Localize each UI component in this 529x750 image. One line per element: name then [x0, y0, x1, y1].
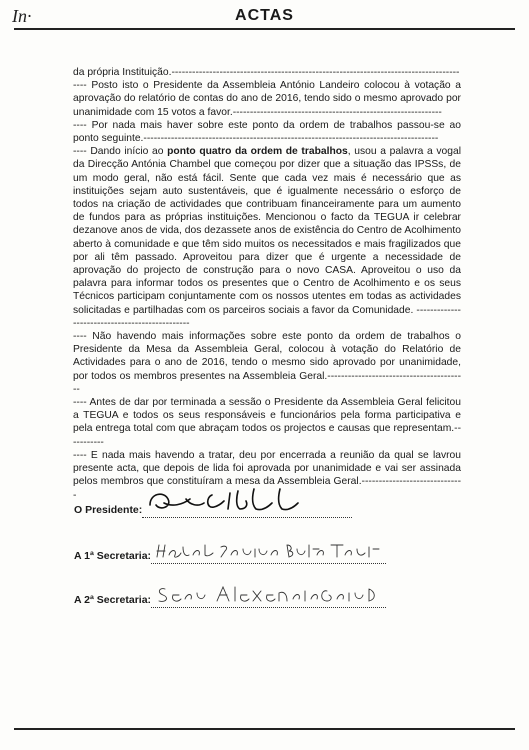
minutes-body [73, 66, 461, 502]
handwritten-signature-second-secretary [151, 581, 386, 607]
paragraph-next-point: ---- Por nada mais haver sobre este ponto da ordem de trabalhos passou-se ao ponto seguinte.-------------------------------------------------------------------------------------- [73, 119, 461, 145]
point-four-heading: ponto quatro da ordem de trabalhos [167, 146, 348, 158]
signature-line-second-secretary [151, 583, 386, 608]
paragraph-activities-vote: ---- Não havendo mais informações sobre este ponto da ordem de trabalhos o Presidente da Mesa da Assembleia Geral, colocou à votação do Relatório de Actividades para o ano de 2016, tendo o mesmo sido aprovado por unanimidade, por todos os membros presentes na Assembleia Geral.----------------------------------------- [73, 331, 461, 395]
handwritten-signature-president [142, 483, 352, 517]
paragraph-institution: da própria Instituição.------------------------------------------------------------------------------------ [73, 67, 460, 78]
signature-second-secretary [74, 580, 386, 608]
signature-president [74, 490, 352, 518]
paragraph-point-four: ---- Dando início ao ponto quatro da ordem de trabalhos, usou a palavra a vogal da Direcção Antónia Chambel que começou por dizer que a situação das IPSSs, de um modo geral, não está fácil. Sente que cada vez mais é necessário que as instituições sejam auto sustentáveis, que é igualmente necessário o esforço de todos na criação de actividades que contribuam financeiramente para um aumento de fundos para as próprias instituições. Mencionou o facto da TEGUA ir celebrar dezanove anos de vida, dos dezassete anos de existência do Centro de Acolhimento aberto à comunidade e que têm sido muitos os necessitados e mais fragilizados que por ali têm passado. Aproveitou para dizer que é urgente a necessidade de aprovação do projecto de construção para o novo CASA. Aproveitou o uso da palavra para informar todos os presentes que o Centro de Acolhimento e os seus Técnicos participam conjuntamente com os nossos utentes em todas as actividades solicitadas e partilhadas com os parceiros sociais a favor da Comunidade. ----------------------------------------------- [73, 146, 461, 329]
footer-rule [14, 728, 515, 730]
handwritten-signature-first-secretary [151, 537, 386, 563]
header-rule [14, 28, 515, 30]
signature-label-president: O Presidente: [74, 504, 143, 516]
paragraph-accounts-vote: ---- Posto isto o Presidente da Assembleia António Landeiro colocou à votação a aprovação do relatório de contas do ano de 2016, tendo sido o mesmo aprovado por unanimidade com 15 votos a favor.------------------------------------------------------------- [73, 80, 461, 118]
signature-first-secretary [74, 536, 386, 564]
paragraph-closing-thanks: ---- Antes de dar por terminada a sessão o Presidente da Assembleia Geral felicitou a TEGUA e todos os seus responsáveis e funcionários pela forma participativa e pela entrega total com que abraçam todos os projectos e causas que representam.----------- [73, 397, 461, 448]
signature-line-first-secretary [151, 539, 386, 564]
signature-label-first-secretary: A 1ª Secretaria: [74, 550, 152, 562]
document-title: ACTAS [235, 7, 294, 24]
paragraph-closure: ---- E nada mais havendo a tratar, deu por encerrada a reunião da qual se lavrou presente acta, que depois de lida foi aprovada por unanimidade e vai ser assinada pelos membros que constituíram a mesa da Assembleia Geral.------------------------------ [73, 449, 461, 501]
signature-label-second-secretary: A 2ª Secretaria: [74, 594, 152, 606]
signature-line-president [142, 493, 352, 518]
page-number-mark: In· [12, 6, 32, 26]
